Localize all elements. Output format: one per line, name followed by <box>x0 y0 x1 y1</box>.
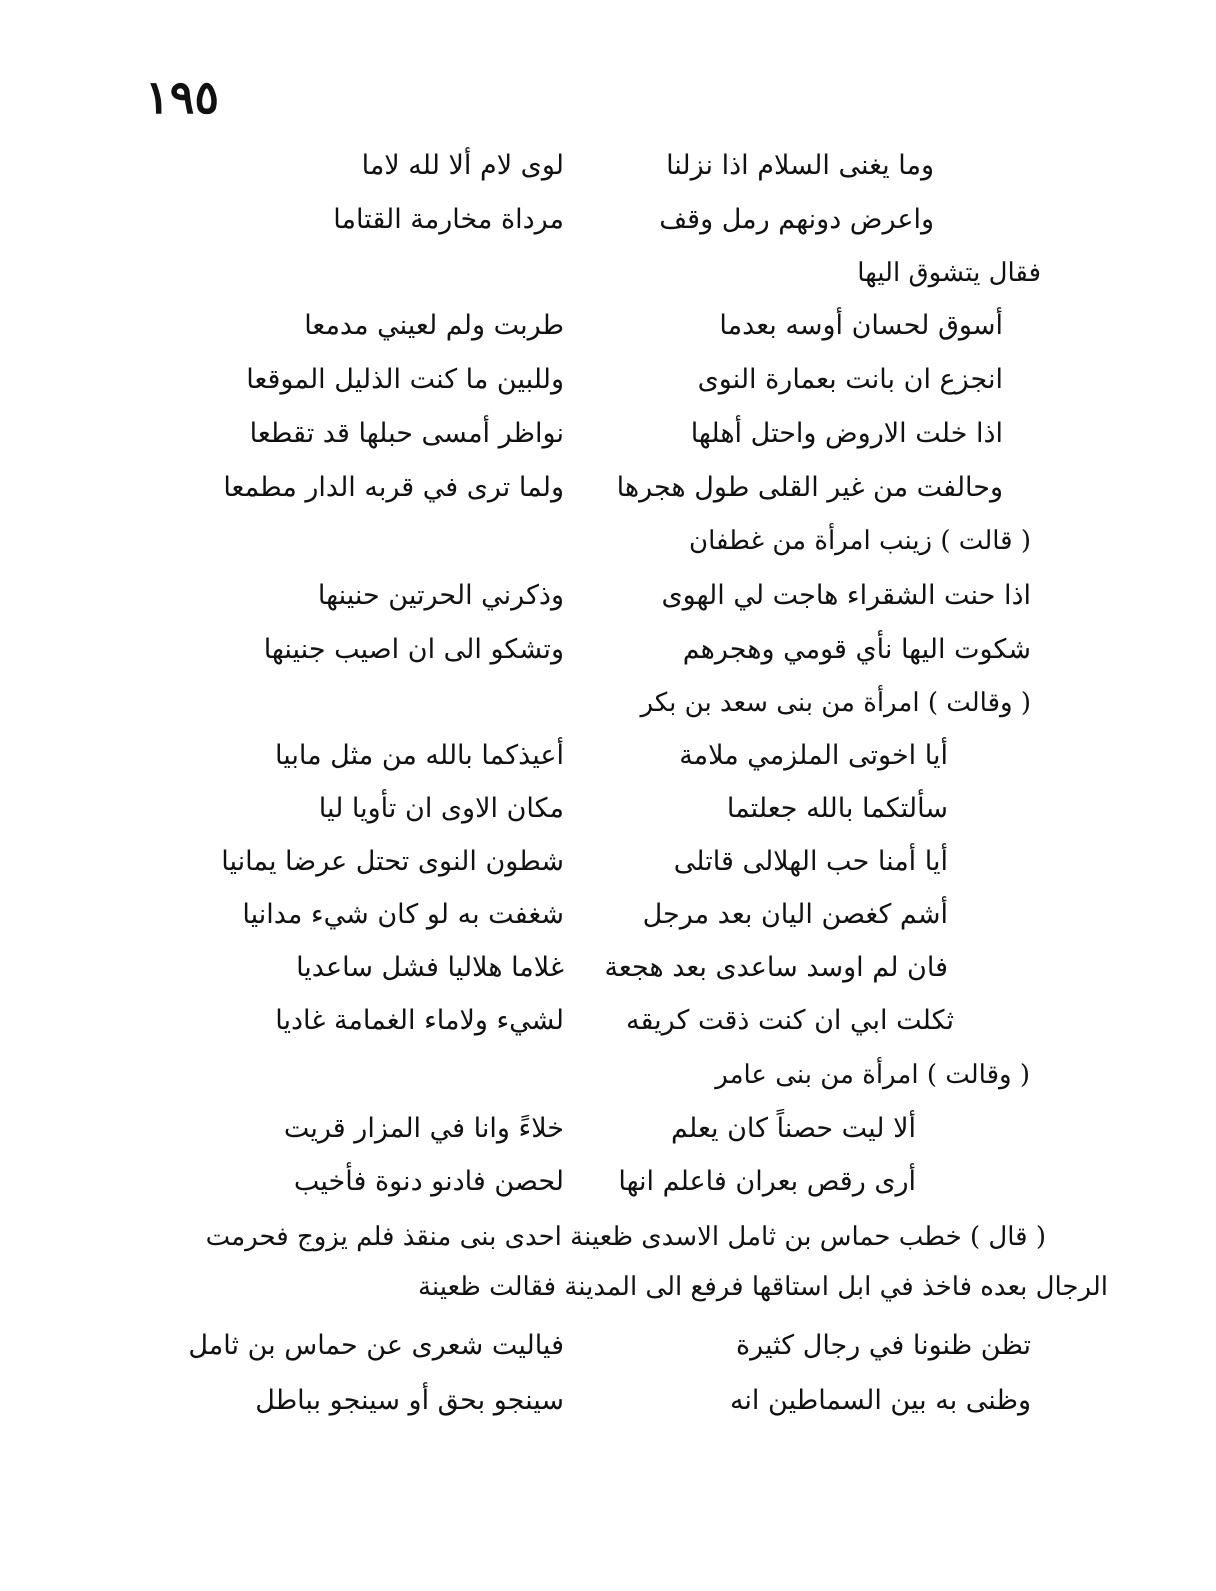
verse-second-hemistich: خلاءً وانا في المزار قريت <box>283 1113 564 1144</box>
verse-second-hemistich: وللبين ما كنت الذليل الموقعا <box>246 364 564 395</box>
verse-first-hemistich: وحالفت من غير القلى طول هجرها <box>616 472 1003 503</box>
verse-first-hemistich: انجزع ان بانت بعمارة النوى <box>697 364 1003 395</box>
page-number: ١٩٥ <box>145 70 220 124</box>
verse-second-hemistich: ولما ترى في قربه الدار مطمعا <box>223 472 564 503</box>
verse-first-hemistich: واعرض دونهم رمل وقف <box>659 204 934 235</box>
verse-second-hemistich: غلاما هلاليا فشل ساعديا <box>296 952 564 983</box>
verse-second-hemistich: مرداة مخارمة القتاما <box>333 204 564 235</box>
verse-first-hemistich: أيا أمنا حب الهلالى قاتلى <box>673 846 948 877</box>
verse-second-hemistich: نواظر أمسى حبلها قد تقطعا <box>249 418 564 449</box>
verse-second-hemistich: لحصن فادنو دنوة فأخيب <box>293 1166 564 1197</box>
verse-second-hemistich: وتشكو الى ان اصيب جنينها <box>263 634 564 665</box>
verse-first-hemistich: اذا حنت الشقراء هاجت لي الهوى <box>661 580 1031 611</box>
verse-second-hemistich: شغفت به لو كان شيء مدانيا <box>242 899 564 930</box>
verse-second-hemistich: سينجو بحق أو سينجو بباطل <box>255 1385 564 1416</box>
section-heading: ( وقالت ) امرأة من بنى عامر <box>715 1060 1030 1090</box>
verse-second-hemistich: شطون النوى تحتل عرضا يمانيا <box>221 846 564 877</box>
verse-first-hemistich: ألا ليت حصناً كان يعلم <box>671 1113 916 1144</box>
prose-line: الرجال بعده فاخذ في ابل استاقها فرفع الى المدينة فقالت ظعينة <box>417 1272 1108 1302</box>
verse-first-hemistich: شكوت اليها نأي قومي وهجرهم <box>682 634 1031 665</box>
verse-second-hemistich: طربت ولم لعيني مدمعا <box>304 310 564 341</box>
verse-first-hemistich: سألتكما بالله جعلتما <box>726 793 948 824</box>
section-heading: فقال يتشوق اليها <box>857 258 1041 288</box>
verse-first-hemistich: أرى رقص بعران فاعلم انها <box>618 1166 916 1197</box>
section-heading: ( قالت ) زينب امرأة من غطفان <box>689 526 1031 556</box>
verse-first-hemistich: أشم كغصن اليان بعد مرجل <box>642 899 948 930</box>
section-heading: ( وقالت ) امرأة من بنى سعد بن بكر <box>640 688 1031 718</box>
verse-first-hemistich: أيا اخوتى الملزمي ملامة <box>679 740 948 771</box>
verse-first-hemistich: تظن ظنونا في رجال كثيرة <box>735 1330 1031 1361</box>
verse-first-hemistich: ثكلت ابي ان كنت ذقت كريقه <box>626 1005 954 1036</box>
verse-first-hemistich: أسوق لحسان أوسه بعدما <box>719 310 1003 341</box>
prose-line: ( قال ) خطب حماس بن ثامل الاسدى ظعينة احدى بنى منقذ فلم يزوج فحرمت <box>205 1222 1046 1252</box>
verse-first-hemistich: وظنى به بين السماطين انه <box>729 1385 1031 1416</box>
verse-first-hemistich: فان لم اوسد ساعدى بعد هجعة <box>604 952 948 983</box>
verse-second-hemistich: مكان الاوى ان تأويا ليا <box>318 793 564 824</box>
verse-second-hemistich: لشيء ولاماء الغمامة غاديا <box>275 1005 564 1036</box>
verse-second-hemistich: وذكرني الحرتين حنينها <box>317 580 564 611</box>
verse-first-hemistich: وما يغنى السلام اذا نزلنا <box>666 150 934 181</box>
verse-second-hemistich: فياليت شعرى عن حماس بن ثامل <box>188 1330 564 1361</box>
verse-second-hemistich: لوى لام ألا لله لاما <box>361 150 564 181</box>
verse-second-hemistich: أعيذكما بالله من مثل مابيا <box>275 740 564 771</box>
verse-first-hemistich: اذا خلت الاروض واحتل أهلها <box>690 418 1003 449</box>
